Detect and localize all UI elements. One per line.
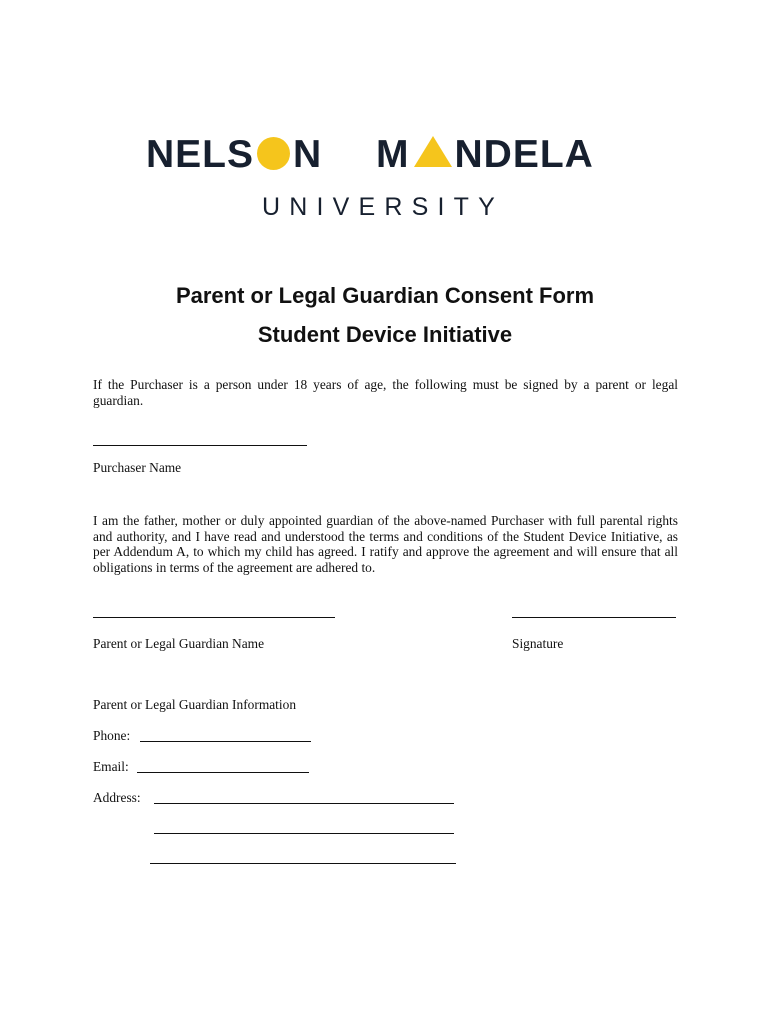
form-subtitle: Student Device Initiative xyxy=(257,322,513,347)
signature-field[interactable] xyxy=(512,617,676,618)
address-field-line-2[interactable] xyxy=(154,833,454,834)
logo-word-nelson xyxy=(146,130,322,180)
guardian-name-label: Parent or Legal Guardian Name xyxy=(93,636,265,651)
email-label: Email: xyxy=(93,759,129,774)
form-title: Parent or Legal Guardian Consent Form xyxy=(175,283,595,308)
logo-text: NELS xyxy=(146,133,255,176)
purchaser-name-field[interactable] xyxy=(93,445,307,446)
guardian-info-heading: Parent or Legal Guardian Information xyxy=(93,697,297,712)
address-field-line-3[interactable] xyxy=(150,863,456,864)
logo-triangle-icon xyxy=(413,131,453,181)
signature-label: Signature xyxy=(512,636,564,651)
purchaser-name-label: Purchaser Name xyxy=(93,460,182,475)
guardian-name-field[interactable] xyxy=(93,617,335,618)
email-field[interactable] xyxy=(137,772,309,773)
logo-circle-icon xyxy=(257,137,290,170)
address-label: Address: xyxy=(93,790,141,805)
logo-text: M xyxy=(376,133,410,176)
phone-field[interactable] xyxy=(140,741,311,742)
intro-paragraph: If the Purchaser is a person under 18 years of age, the following must be signed by a parent or legal guardian. xyxy=(93,377,678,408)
phone-label: Phone: xyxy=(93,728,131,743)
declaration-paragraph: I am the father, mother or duly appointed guardian of the above-named Purchaser with full parental rights and authority, and I have read and understood the terms and conditions of the Student Device Initiative, as per Addendum A, to which my child has agreed. I ratify and approve the agreement and will ensure that all obligations in terms of the agreement are adhered to. xyxy=(93,513,678,575)
logo-text: NDELA xyxy=(454,133,594,176)
logo-subtitle: UNIVERSITY xyxy=(262,193,505,221)
logo-text: N xyxy=(293,133,323,176)
logo-word-mandela xyxy=(376,130,594,180)
address-field-line-1[interactable] xyxy=(154,803,454,804)
